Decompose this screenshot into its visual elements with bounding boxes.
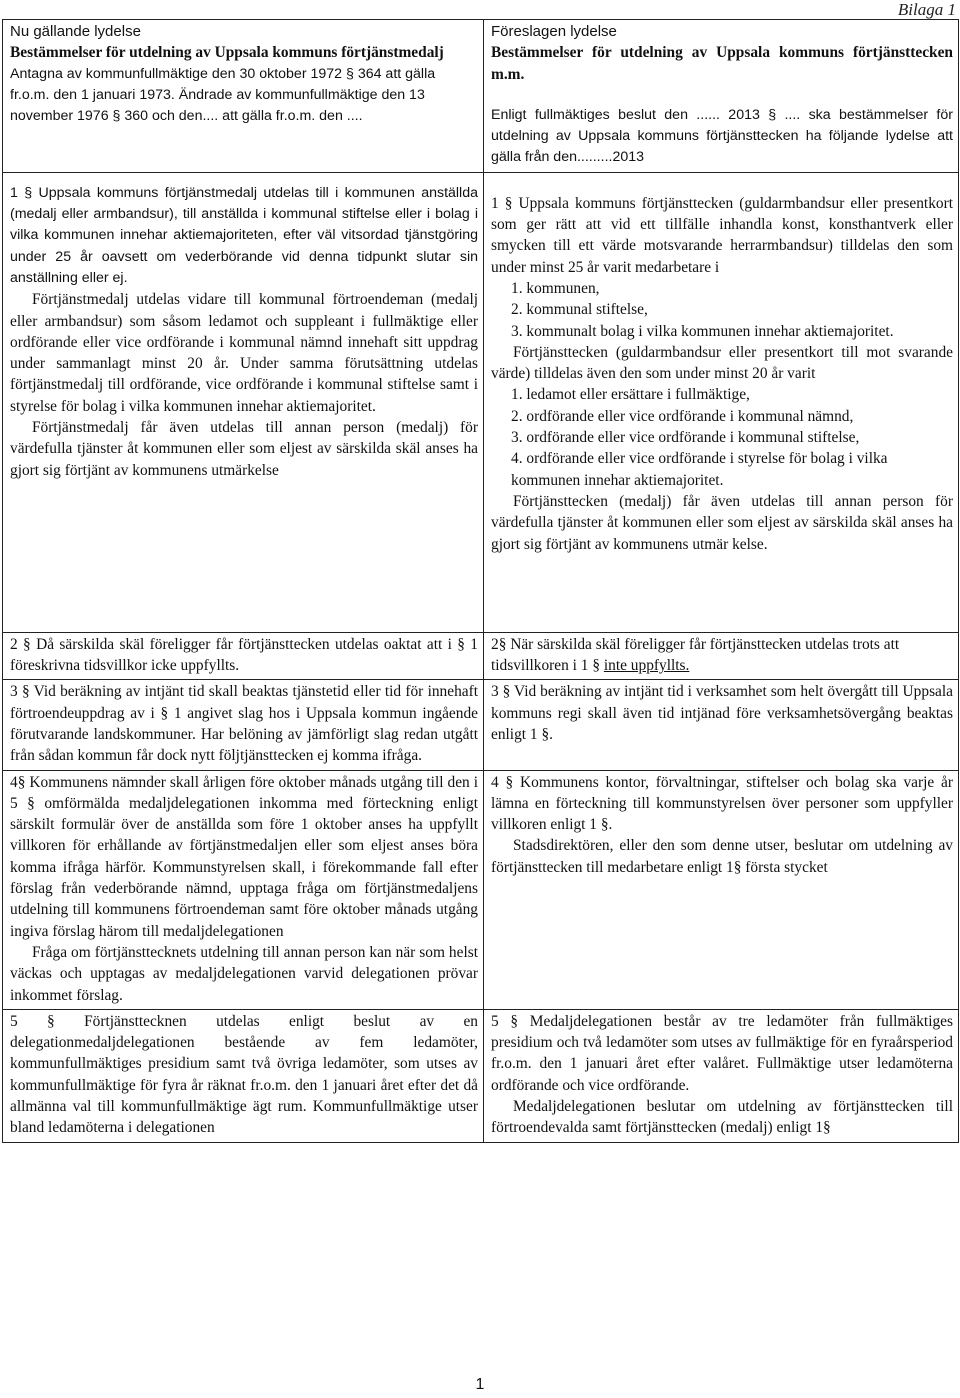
table-row [3, 172, 959, 632]
table-row [3, 632, 959, 680]
proposed-heading: Bestämmelser för utdelning av Uppsala kommuns förtjänsttecken m.m. [491, 44, 953, 83]
right-section-5 [484, 1009, 959, 1142]
right-s5-p2: Medaljdelegationen beslutar om utdelning av förtjänsttecken till förtroendevalda samt förtjänsttecken (medalj) enligt 1§ [491, 1098, 953, 1137]
list-item: 2. kommunal stiftelse, [511, 301, 648, 319]
left-section-2: 2 § Då särskilda skäl föreligger får förtjänsttecken utdelas oaktat att i § 1 föreskrivna tidsvillkor icke uppfyllts. [3, 632, 484, 680]
list-item: 3. kommunalt bolag i vilka kommunen innehar aktiemajoritet. [511, 322, 894, 340]
right-s1-list2 [491, 384, 953, 490]
table-row [3, 20, 959, 173]
list-item: 3. ordförande eller vice ordförande i kommunal stiftelse, [511, 429, 860, 447]
right-header-cell [484, 20, 959, 173]
proposed-intro: Enligt fullmäktiges beslut den ...... 2013 § .... ska bestämmelser för utdelning av Uppsala kommuns förtjänsttecken ha följande lydelse att gälla från den.........2013 [491, 106, 953, 166]
right-s5-p1: 5 § Medaljdelegationen består av tre ledamöter från fullmäktiges presidium och två ledamöter som utses av fullmäktige för en fyraårsperiod fr.o.m. den 1 januari året efter valåret. Fullmäktige utser ledamöterna ordförande och vice ordförande. [491, 1012, 953, 1094]
left-section-4 [3, 770, 484, 1009]
current-heading: Bestämmelser för utdelning av Uppsala kommuns förtjänstmedalj [10, 44, 444, 62]
table-row [3, 1009, 959, 1142]
right-section-4 [484, 770, 959, 1009]
left-s1-p2: Förtjänstmedalj utdelas vidare till kommunal förtroendeman (medalj eller armbandsur) som såsom ledamot och suppleant i fullmäktige eller ordförande eller vice ordförande i kommunal nämnd innehaft sitt uppdrag under sammanlagt minst 20 år. Under samma förutsättning utdelas förtjänstmedalj till ordförande, vice ordförande i kommunal stiftelse samt i styrelse för bolag i vilka kommunen innehar aktiemajoritet. [10, 291, 478, 415]
right-section-3: 3 § Vid beräkning av intjänt tid i verksamhet som helt övergått till Uppsala kommuns regi skall även tid intjänad före verksamhetsövergång beaktas enligt 1 §. [484, 680, 959, 770]
list-item: 1. kommunen, [511, 279, 600, 297]
left-section-5: 5 § Förtjänsttecknen utdelas enligt beslut av en delegationmedaljdelegationen bestående av fem ledamöter, kommunfullmäktiges presidium samt två övriga ledamöter, som utses av kommunfullmäktige för fyra år räknat fr.o.m. den 1 januari året efter det då allmänna val till kommunfullmäktige ägt rum. Kommunfullmäktige utser bland ledamöterna i delegationen [3, 1009, 484, 1142]
right-s2-text: 2§ När särskilda skäl föreligger får förtjänsttecken utdelas trots att tidsvillkoren i 1 § [491, 635, 900, 675]
left-s1-p3: Förtjänstmedalj får även utdelas till annan person (medalj) för värdefulla tjänster åt kommunen eller som eljest av särskilda skäl anses ha gjort sig förtjänt av kommunens utmärkelse [10, 419, 478, 479]
appendix-label: Bilaga 1 [897, 0, 956, 19]
right-s2-underlined: inte uppfyllts. [603, 657, 690, 675]
page-number: 1 [475, 1376, 485, 1393]
right-s1-p1: 1 § Uppsala kommuns förtjänsttecken (guldarmbandsur eller presentkort som ger rätt att vid ett tillfälle inhandla konst, konsthantverk eller smycken till ett värde motsvarande herrarmbandsur) tilldelas den som under minst 25 år varit medarbetare i [491, 194, 953, 276]
right-s4-p1: 4 § Kommunens kontor, förvaltningar, stiftelser och bolag ska varje år lämna en förteckning till kommunstyrelsen över personer som uppfyller villkoren enligt 1 §. [491, 773, 953, 834]
right-s1-list1 [491, 278, 953, 342]
left-s1-p1: 1 § Uppsala kommuns förtjänstmedalj utdelas till i kommunen anställda (medalj eller armbandsur), till anställda i kommunal stiftelse eller i bolag i vilka kommunen innehar aktiemajoriteten, efter väl vitsordad tjänstgöring under 25 år oavsett om vederbörande vid denna tidpunkt slutar sin anställning eller ej. [10, 184, 478, 286]
right-s4-p2: Stadsdirektören, eller den som denne utser, beslutar om utdelning av förtjänsttecken till medarbetare enligt 1§ första stycket [491, 837, 953, 876]
list-item: 4. ordförande eller vice ordförande i styrelse för bolag i vilka kommunen innehar aktiemajoritet. [511, 450, 888, 489]
left-s4-p1: 4§ Kommunens nämnder skall årligen före oktober månads utgång till den i 5 § omförmälda medaljdelegationen inkomma med förteckning enligt särskilt formulär över de anställda som före 1 oktober anses ha uppfyllt villkoren för erhållande av förtjänstmedaljen eller som eljest anses böra komma ifråga härför. Kommunstyrelsen skall, i förekommande fall efter förslag från vederbörande nämnd, upptaga fråga om förtjänstmedaljens utdelning till kommunens förtroendeman samt före oktober månads utgång ingiva förslag härom till medaljdelegationen [10, 773, 478, 940]
right-section-2 [484, 632, 959, 680]
list-item: 1. ledamot eller ersättare i fullmäktige, [511, 386, 750, 404]
right-s1-p2: Förtjänsttecken (guldarmbandsur eller presentkort till mot svarande värde) tilldelas även den som under minst 20 år varit [491, 343, 953, 383]
current-intro: Antagna av kommunfullmäktige den 30 oktober 1972 § 364 att gälla fr.o.m. den 1 januari 1973. Ändrade av kommunfullmäktige den 13 november 1976 § 360 och den.... att gälla fr.o.m. den .... [10, 65, 436, 125]
table-row [3, 680, 959, 770]
right-s1-p3: Förtjänsttecken (medalj) får även utdelas till annan person för värdefulla tjänster åt kommunen eller som eljest av särskilda skäl anses ha gjort sig förtjänt av kommunens utmär kelse. [491, 492, 953, 553]
left-header-cell [3, 20, 484, 173]
right-section-1 [484, 172, 959, 632]
comparison-table [2, 19, 959, 1143]
left-s4-p2: Fråga om förtjänsttecknets utdelning till annan person kan när som helst väckas och upptagas av medaljdelegationen varvid delegationen prövar inkommet förslag. [10, 943, 478, 1004]
current-version-title: Nu gällande lydelse [10, 23, 141, 40]
list-item: 2. ordförande eller vice ordförande i kommunal nämnd, [511, 407, 854, 425]
table-row [3, 770, 959, 1009]
left-section-3: 3 § Vid beräkning av intjänt tid skall beaktas tjänstetid eller tid för innehaft förtroendeuppdrag av i § 1 angivet slag hos i Uppsala kommun ingående förutvarande landskommuner. Har belöning av jämförligt slag redan utgått från sådan kommun får dock nytt följtjänsttecken ej komma ifråga. [3, 680, 484, 770]
left-section-1 [3, 172, 484, 632]
proposed-version-title: Föreslagen lydelse [491, 23, 617, 40]
